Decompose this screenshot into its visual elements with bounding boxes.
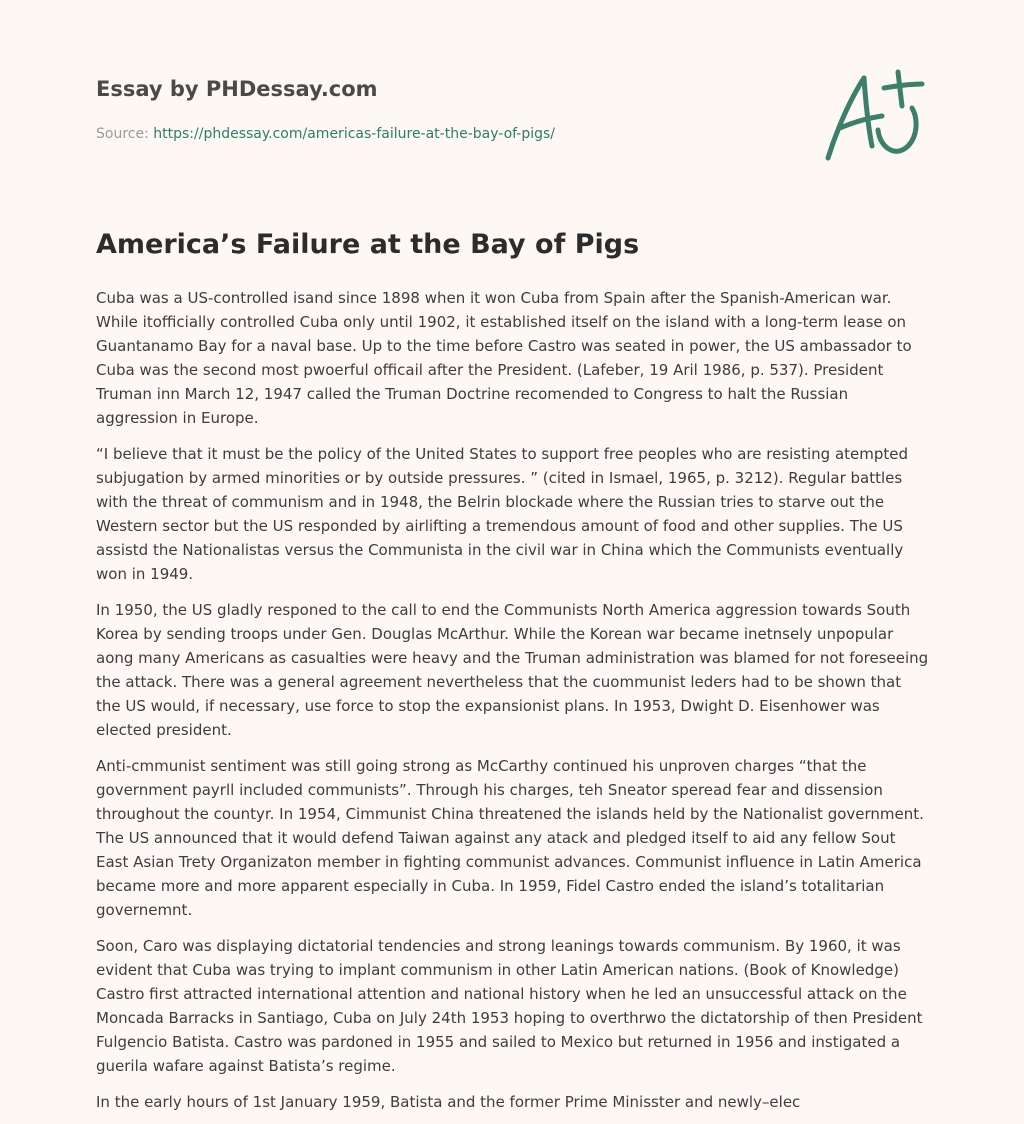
page-header: [96, 74, 796, 144]
essay-paragraph: Soon, Caro was displaying dictatorial tendencies and strong leanings towards communism. By 1960, it was evident that Cuba was trying to implant communism in other Latin American nations. (Book of Knowledge) Castro first attracted international attention and national history when he led an unsuccessful attack on the Moncada Barracks in Santiago, Cuba on July 24th 1953 hoping to overthrwo the dictatorship of then President Fulgencio Batista. Castro was pardoned in 1955 and sailed to Mexico but returned in 1956 and instigated a guerila wafare against Batista’s regime.: [96, 937, 923, 1075]
essay-body: [96, 286, 930, 1124]
essay-paragraph: In 1950, the US gladly responed to the call to end the Communists North America aggression towards South Korea by sending troops under Gen. Douglas McArthur. While the Korean war became inetnsely unpopular aong many Americans as casualties were heavy and the Truman administration was blamed for not foreseeing the attack. There was a general agreement nevertheless that the cuommunist leders had to be shown that the US would, if necessary, use force to stop the expansionist plans. In 1953, Dwight D. Eisenhower was elected president.: [96, 601, 929, 739]
essay-paragraph: “I believe that it must be the policy of the United States to support free peoples who are resisting atempted subjugation by armed minorities or by outside pressures. ” (cited in Ismael, 1965, p. 3212). Regular battles with the threat of communism and in 1948, the Belrin blockade where the Russian tries to starve out the Western sector but the US responded by airlifting a tremendous amount of food and other supplies. The US assistd the Nationalistas versus the Communista in the civil war in China which the Communists eventually won in 1949.: [96, 445, 909, 583]
site-brand: Essay by PHDessay.com: [96, 77, 378, 101]
source-link[interactable]: https://phdessay.com/americas-failure-at-the-bay-of-pigs/: [153, 126, 556, 142]
essay-title: America’s Failure at the Bay of Pigs: [96, 229, 640, 260]
essay-paragraph: In the early hours of 1st January 1959, Batista and the former Prime Minisster and newly–elec: [96, 1093, 801, 1111]
essay-paragraph: Cuba was a US-controlled isand since 1898 when it won Cuba from Spain after the Spanish-American war. While itofficially controlled Cuba only until 1902, it established itself on the island with a long-term lease on Guantanamo Bay for a naval base. Up to the time before Castro was seated in power, the US ambassador to Cuba was the second most pwoerful officail after the President. (Lafeber, 19 Aril 1986, p. 537). President Truman inn March 12, 1947 called the Truman Doctrine recomended to Congress to halt the Russian aggression in Europe.: [96, 289, 912, 427]
essay-paragraph: Anti-cmmunist sentiment was still going strong as McCarthy continued his unproven charges “that the government payrll included communists”. Through his charges, teh Sneator speread fear and dissension throughout the countyr. In 1954, Cimmunist China threatened the islands held by the Nationalist government. The US announced that it would defend Taiwan against any atack and pledged itself to aid any fellow Sout East Asian Trety Organizaton member in fighting communist advances. Communist influence in Latin America became more and more apparent especially in Cuba. In 1959, Fidel Castro ended the island’s totalitarian governemnt.: [96, 757, 924, 919]
a-plus-logo-icon: [818, 66, 930, 166]
source-label: Source:: [96, 126, 154, 142]
source-line: [96, 124, 796, 144]
